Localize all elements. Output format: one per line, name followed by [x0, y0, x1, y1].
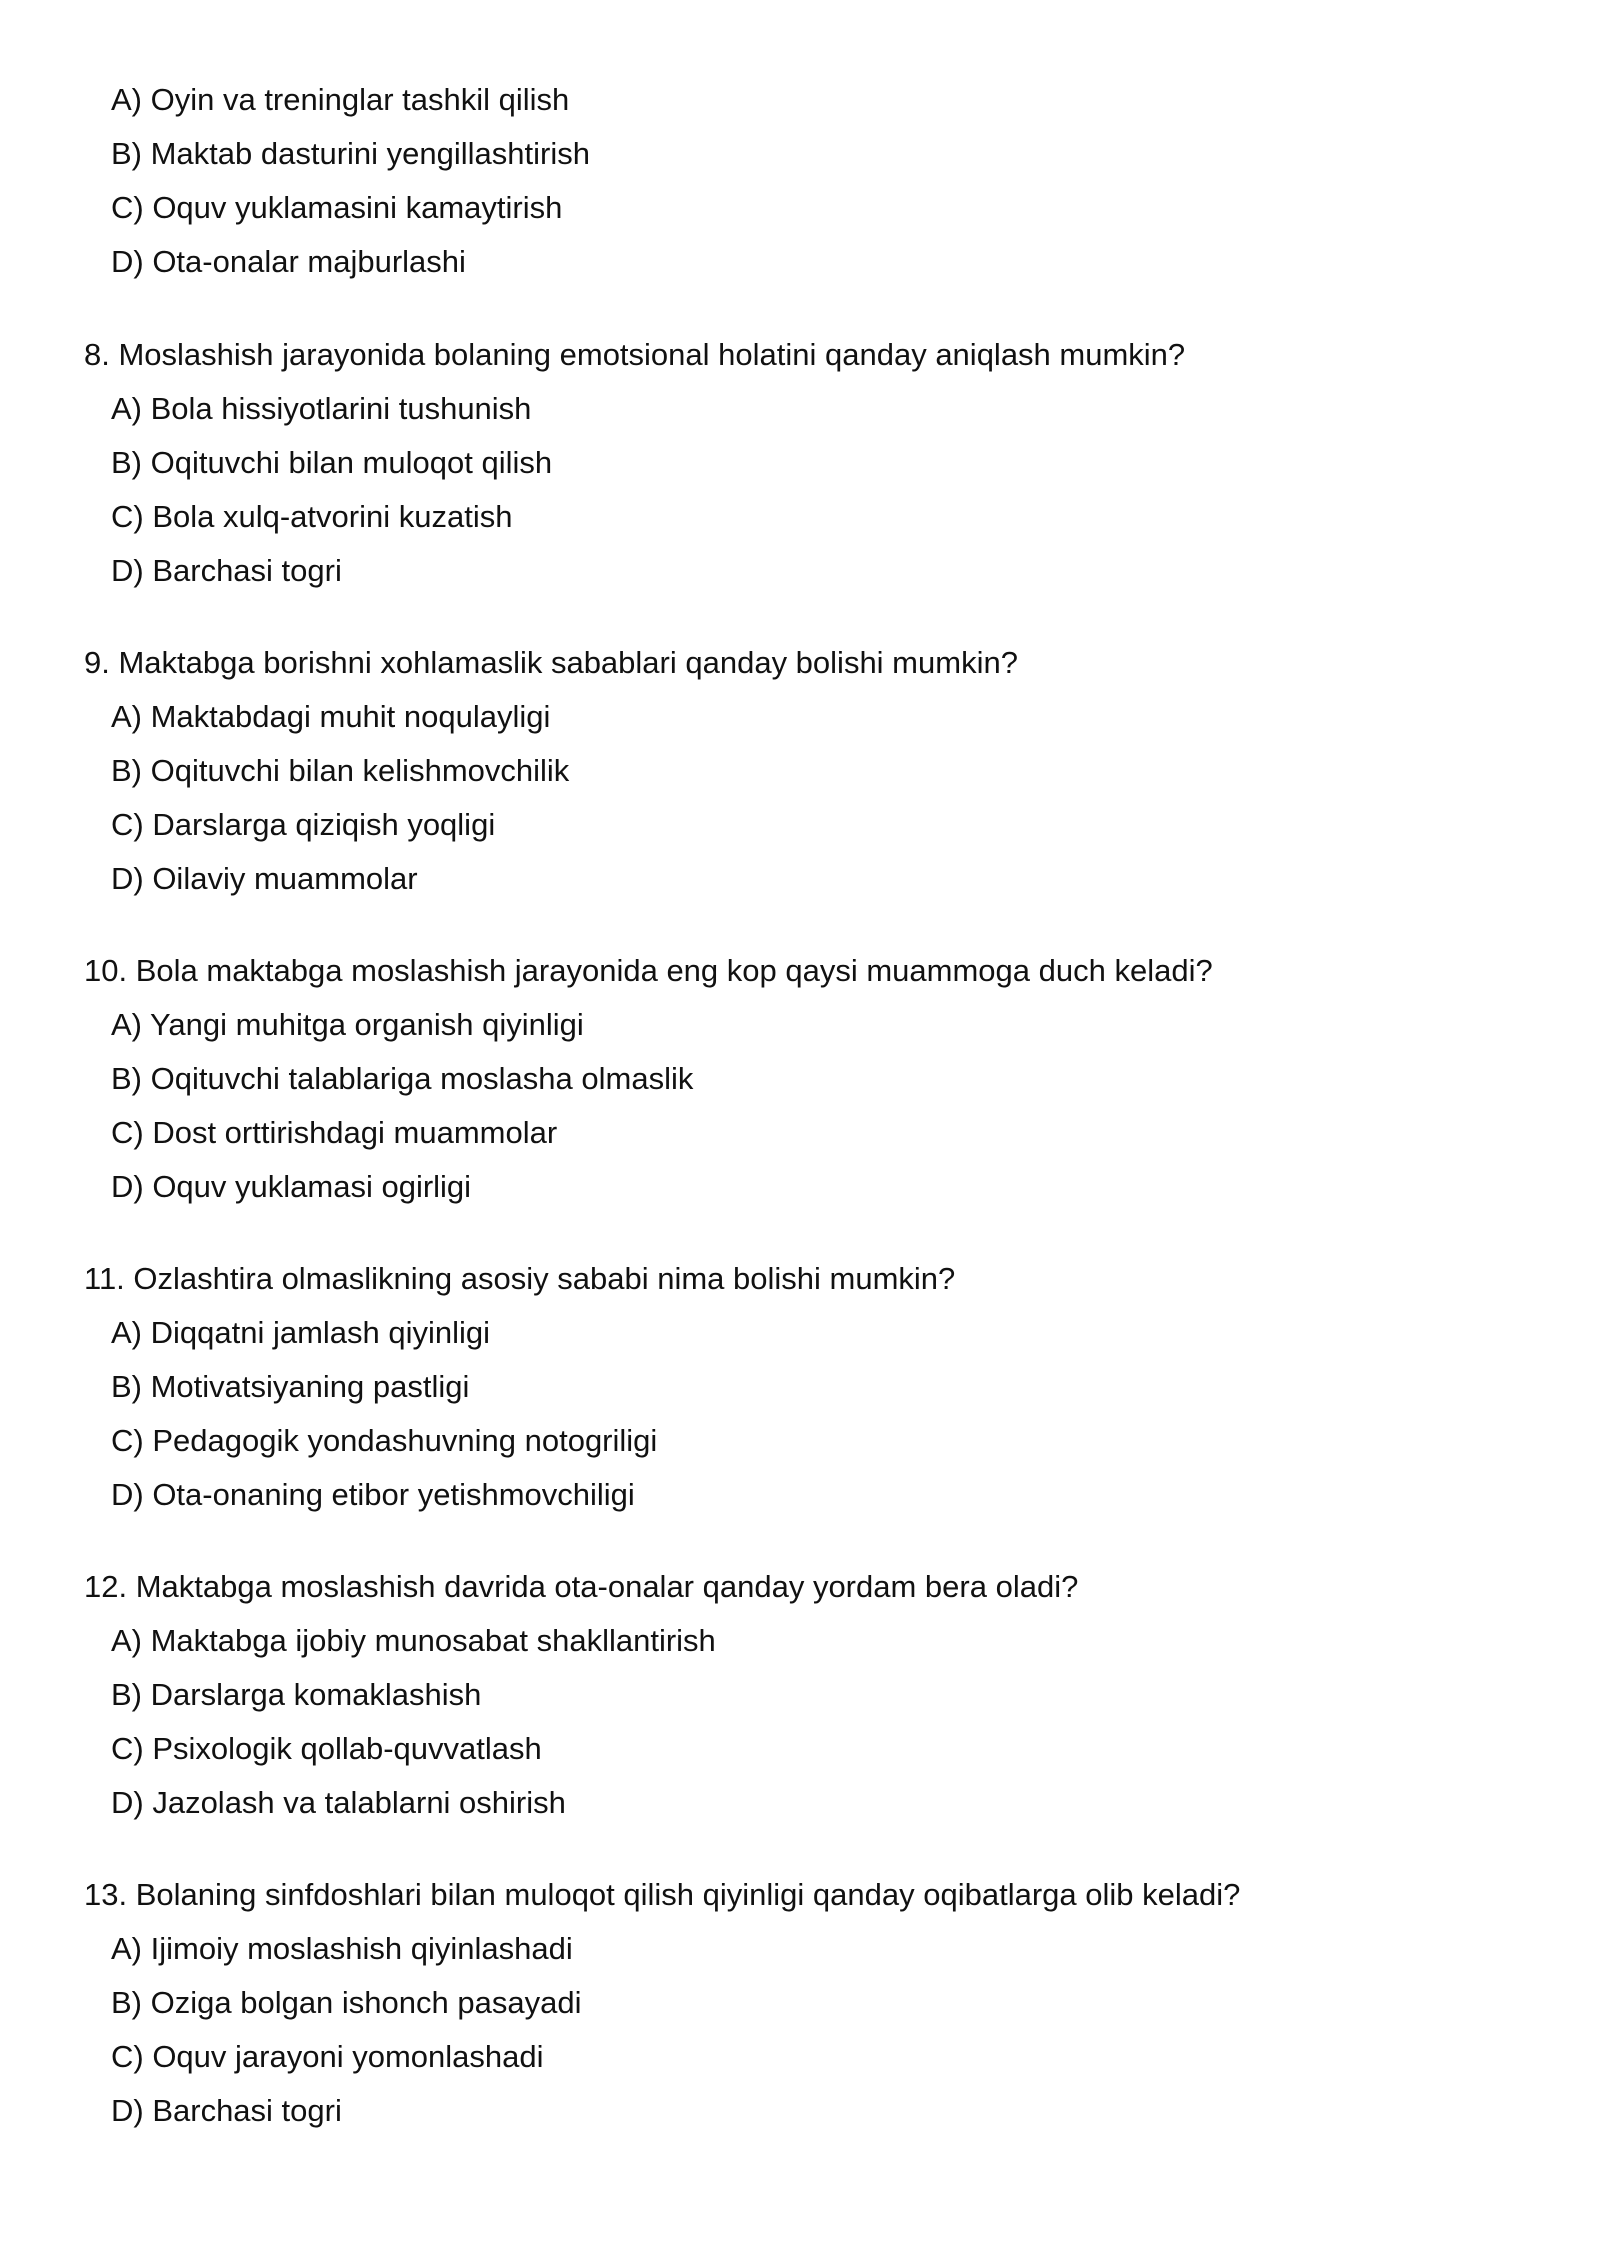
option-d: D) Oilaviy muammolar [111, 861, 418, 896]
option-b: B) Maktab dasturini yengillashtirish [111, 136, 590, 171]
option-c: C) Oquv jarayoni yomonlashadi [111, 2039, 544, 2074]
option-d: D) Jazolash va talablarni oshirish [111, 1785, 566, 1820]
option-c: C) Pedagogik yondashuvning notogriligi [111, 1423, 658, 1458]
question-text: 13. Bolaning sinfdoshlari bilan muloqot qilish qiyinligi qanday oqibatlarga olib keladi? [84, 1877, 1241, 1912]
option-d: D) Oquv yuklamasi ogirligi [111, 1169, 472, 1204]
option-b: B) Oqituvchi talablariga moslasha olmaslik [111, 1061, 694, 1096]
option-a: A) Oyin va treninglar tashkil qilish [111, 82, 570, 117]
option-a: A) Maktabga ijobiy munosabat shakllantirish [111, 1623, 716, 1658]
option-a: A) Diqqatni jamlash qiyinligi [111, 1315, 491, 1350]
option-d: D) Ota-onaning etibor yetishmovchiligi [111, 1477, 635, 1512]
option-b: B) Motivatsiyaning pastligi [111, 1369, 470, 1404]
option-a: A) Maktabdagi muhit noqulayligi [111, 699, 551, 734]
option-b: B) Oziga bolgan ishonch pasayadi [111, 1985, 582, 2020]
option-d: D) Barchasi togri [111, 2093, 342, 2128]
option-c: C) Dost orttirishdagi muammolar [111, 1115, 558, 1150]
option-a: A) Ijimoiy moslashish qiyinlashadi [111, 1931, 573, 1966]
option-d: D) Ota-onalar majburlashi [111, 244, 466, 279]
option-c: C) Darslarga qiziqish yoqligi [111, 807, 496, 842]
option-a: A) Bola hissiyotlarini tushunish [111, 391, 532, 426]
option-d: D) Barchasi togri [111, 553, 342, 588]
question-text: 10. Bola maktabga moslashish jarayonida eng kop qaysi muammoga duch keladi? [84, 953, 1213, 988]
question-text: 11. Ozlashtira olmaslikning asosiy sababi nima bolishi mumkin? [84, 1261, 956, 1296]
option-b: B) Darslarga komaklashish [111, 1677, 482, 1712]
question-text: 9. Maktabga borishni xohlamaslik sabablari qanday bolishi mumkin? [84, 645, 1018, 680]
option-c: C) Oquv yuklamasini kamaytirish [111, 190, 563, 225]
option-c: C) Psixologik qollab-quvvatlash [111, 1731, 542, 1766]
question-text: 8. Moslashish jarayonida bolaning emotsional holatini qanday aniqlash mumkin? [84, 337, 1186, 372]
option-a: A) Yangi muhitga organish qiyinligi [111, 1007, 584, 1042]
option-b: B) Oqituvchi bilan kelishmovchilik [111, 753, 570, 788]
question-text: 12. Maktabga moslashish davrida ota-onalar qanday yordam bera oladi? [84, 1569, 1079, 1604]
option-b: B) Oqituvchi bilan muloqot qilish [111, 445, 553, 480]
option-c: C) Bola xulq-atvorini kuzatish [111, 499, 513, 534]
